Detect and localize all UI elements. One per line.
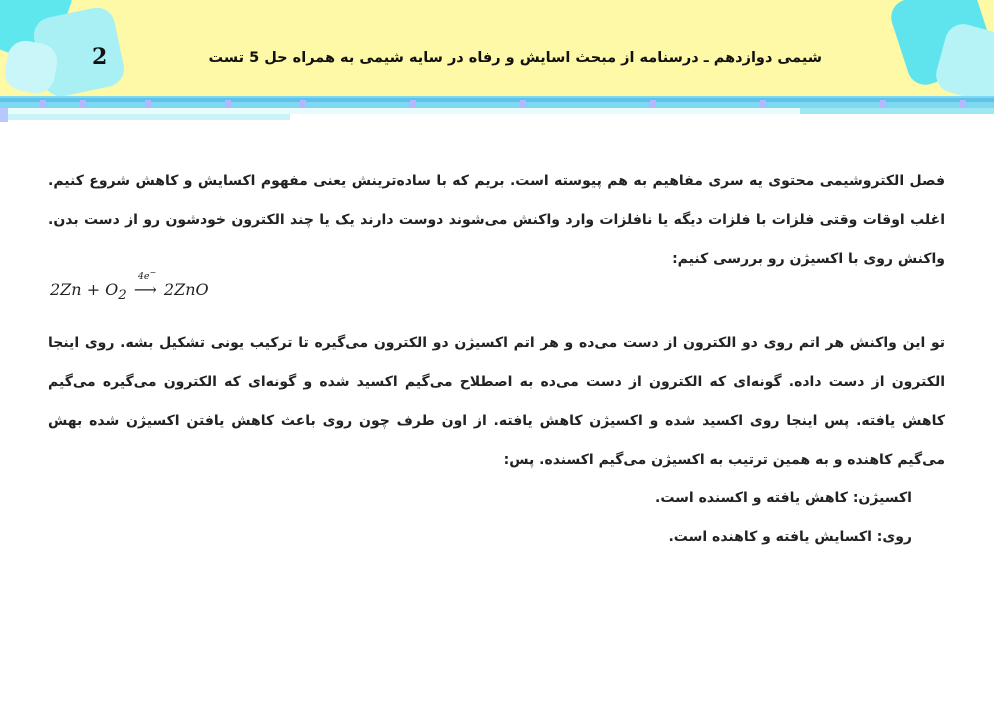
reaction-equation [50, 268, 209, 304]
equation-reactants: 2Zn + O [50, 280, 119, 299]
equation-products: 2ZnO [163, 280, 209, 299]
list-item-oxygen: اکسیژن: کاهش یافته و اکسنده است. [655, 490, 912, 506]
paragraph-text: فصل الکتروشیمی محتوی یه سری مفاهیم به هم پیوسته است. بریم که با ساده‌ترینش یعنی مفهوم اکسایش و کاهش شروع کنیم. اغلب اوقات وقتی فلزات با فلزات دیگه یا نافلزات وارد واکنش می‌شوند دوست دارند یک یا چند الکترون خودشون رو از دست بدن. واکنش روی با اکسیژن رو بررسی کنیم: [48, 173, 945, 267]
paragraph-explanation [48, 324, 945, 480]
list-item-zinc: روی: اکسایش یافته و کاهنده است. [668, 529, 912, 545]
reaction-arrow [133, 268, 157, 299]
arrow-label: 4e− [137, 268, 157, 283]
page-number: 2 [92, 44, 108, 70]
page-header [0, 0, 994, 100]
header-stripe-band [0, 96, 994, 122]
header-title: شیمی دوازدهم ـ درسنامه از مبحث اسایش و رفاه در سایه شیمی به همراه حل 5 تست [208, 50, 822, 66]
equation-subscript: 2 [118, 288, 127, 304]
paragraph-text: تو این واکنش هر اتم روی دو الکترون از دست می‌ده و هر اتم اکسیژن دو الکترون می‌گیره تا ترکیب یونی تشکیل بشه. روی اینجا الکترون از دست داده. گونه‌ای که الکترون از دست می‌ده به اصطلاح می‌گیم اکسید شده و گونه‌ای که الکترون می‌گیره می‌گیم کاهش یافته. پس اینجا روی اکسید شده و اکسیژن کاهش یافته. از اون طرف چون روی باعث کاهش یافتن اکسیژن شده بهش می‌گیم کاهنده و به همین ترتیب به اکسیژن می‌گیم اکسنده. پس: [48, 335, 945, 468]
paragraph-intro [48, 162, 945, 279]
arrow-icon: ⟶ [133, 280, 157, 299]
